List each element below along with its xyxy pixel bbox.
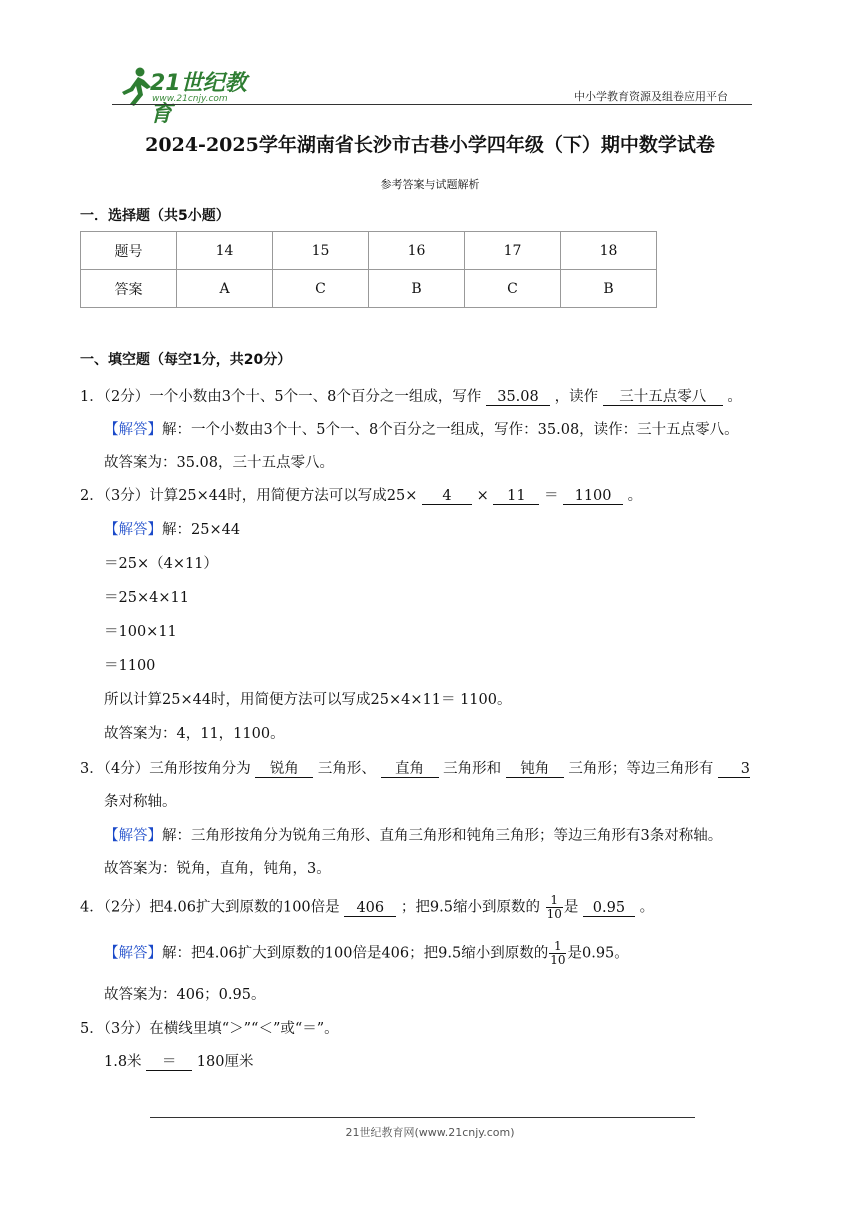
- table-cell: A: [177, 270, 273, 308]
- answer-blank: 0.95: [583, 900, 635, 917]
- question-text: 三角形和: [443, 761, 502, 777]
- question-text: 2．（3分）计算25×44时，用简便方法可以写成25×: [80, 488, 418, 504]
- question-3: [80, 757, 750, 778]
- table-cell: 14: [177, 232, 273, 270]
- table-cell: 15: [273, 232, 369, 270]
- question-text: ×: [476, 488, 489, 504]
- question-text: 3．（4分）三角形按角分为: [80, 761, 251, 777]
- fraction-numerator: 1: [549, 940, 566, 954]
- table-cell: 16: [369, 232, 465, 270]
- table-cell: C: [465, 270, 561, 308]
- solution-step: ＝1100: [104, 658, 156, 674]
- section-heading-fill: 一、填空题（每空1分，共20分）: [80, 352, 292, 368]
- solution-summary: 所以计算25×44时，用简便方法可以写成25×4×11＝ 1100。: [104, 692, 512, 708]
- question-text: ＝: [543, 488, 559, 504]
- solution-text: 解：三角形按角分为锐角三角形、直角三角形和钝角三角形；等边三角形有3条对称轴。: [162, 828, 723, 844]
- solution-tag: 【解答】: [104, 422, 162, 438]
- table-row: [81, 270, 657, 308]
- fraction: [546, 894, 563, 921]
- answer-blank: 3: [718, 761, 750, 778]
- fraction: [549, 940, 566, 967]
- solution-step: ＝100×11: [104, 624, 177, 640]
- solution-2: [104, 518, 240, 539]
- question-text: ；把9.5缩小到原数的: [400, 899, 540, 916]
- question-5: 5．（3分）在横线里填“＞”“＜”或“＝”。: [80, 1021, 339, 1037]
- answer-table: [80, 231, 657, 308]
- answer-blank: 1100: [563, 488, 623, 505]
- solution-tag: 【解答】: [104, 828, 162, 844]
- footer-divider: [150, 1117, 695, 1118]
- table-cell: B: [369, 270, 465, 308]
- question-4: [80, 894, 654, 921]
- solution-3: [104, 824, 722, 845]
- brand-name: 21世纪教育: [150, 71, 247, 127]
- answer-blank: 三十五点零八: [603, 389, 723, 406]
- table-cell: C: [273, 270, 369, 308]
- table-cell: B: [561, 270, 657, 308]
- question-1: [80, 385, 742, 406]
- answer-blank: ＝: [146, 1054, 192, 1071]
- solution-tag: 【解答】: [104, 945, 162, 962]
- question-text: 。: [639, 899, 655, 916]
- question-3-continued: 条对称轴。: [104, 794, 177, 810]
- solution-step: ＝25×4×11: [104, 590, 189, 606]
- final-answer-3: 故答案为：锐角，直角，钝角，3。: [104, 861, 331, 877]
- page-subtitle: 参考答案与试题解析: [380, 178, 480, 191]
- question-5-item: [104, 1050, 253, 1071]
- fraction-denominator: 10: [550, 953, 566, 967]
- table-cell: 17: [465, 232, 561, 270]
- table-cell: 题号: [81, 232, 177, 270]
- footer-text: 21世纪教育网(www.21cnjy.com): [345, 1126, 515, 1139]
- runner-icon: [118, 66, 152, 106]
- final-answer-4: 故答案为：406；0.95。: [104, 987, 266, 1003]
- final-answer-2: 故答案为：4，11，1100。: [104, 726, 285, 742]
- solution-text: 解：把4.06扩大到原数的100倍是406；把9.5缩小到原数的: [162, 945, 549, 962]
- platform-label: 中小学教育资源及组卷应用平台: [574, 90, 728, 103]
- answer-blank: 锐角: [255, 761, 313, 778]
- table-cell: 18: [561, 232, 657, 270]
- question-text: 1.8米: [104, 1054, 142, 1070]
- answer-blank: 钝角: [506, 761, 564, 778]
- question-text: 是: [563, 899, 579, 916]
- solution-text: 解：一个小数由3个十、5个一、8个百分之一组成，写作：35.08，读作：三十五点零八。: [162, 422, 739, 438]
- final-answer-1: 故答案为：35.08，三十五点零八。: [104, 455, 335, 471]
- answer-blank: 4: [422, 488, 472, 505]
- solution-step: ＝25×（4×11）: [104, 556, 218, 572]
- question-text: ，读作: [554, 389, 599, 405]
- solution-tag: 【解答】: [104, 522, 162, 538]
- solution-text: 是0.95。: [567, 945, 629, 962]
- question-text: 180厘米: [196, 1054, 254, 1070]
- header-divider: [112, 104, 752, 105]
- question-text: 。: [627, 488, 643, 504]
- solution-1: [104, 418, 739, 439]
- fraction-denominator: 10: [546, 907, 562, 921]
- question-text: 。: [727, 389, 742, 405]
- question-text: 4．（2分）把4.06扩大到原数的100倍是: [80, 899, 340, 916]
- answer-blank: 35.08: [486, 389, 550, 406]
- answer-blank: 直角: [381, 761, 439, 778]
- answer-blank: 406: [344, 900, 396, 917]
- fraction-numerator: 1: [546, 894, 563, 908]
- table-cell: 答案: [81, 270, 177, 308]
- question-2: [80, 484, 642, 505]
- question-text: 三角形、: [317, 761, 376, 777]
- brand-url: www.21cnjy.com: [152, 94, 228, 104]
- answer-blank: 11: [493, 488, 539, 505]
- question-text: 1．（2分）一个小数由3个十、5个一、8个百分之一组成，写作: [80, 389, 482, 405]
- section-heading-choice: 一．选择题（共5小题）: [80, 208, 230, 224]
- solution-text: 解：25×44: [162, 522, 241, 538]
- question-text: 三角形；等边三角形有: [568, 761, 714, 777]
- page-title: 2024-2025学年湖南省长沙市古巷小学四年级（下）期中数学试卷: [145, 134, 715, 156]
- table-row: [81, 232, 657, 270]
- solution-4: [104, 940, 629, 967]
